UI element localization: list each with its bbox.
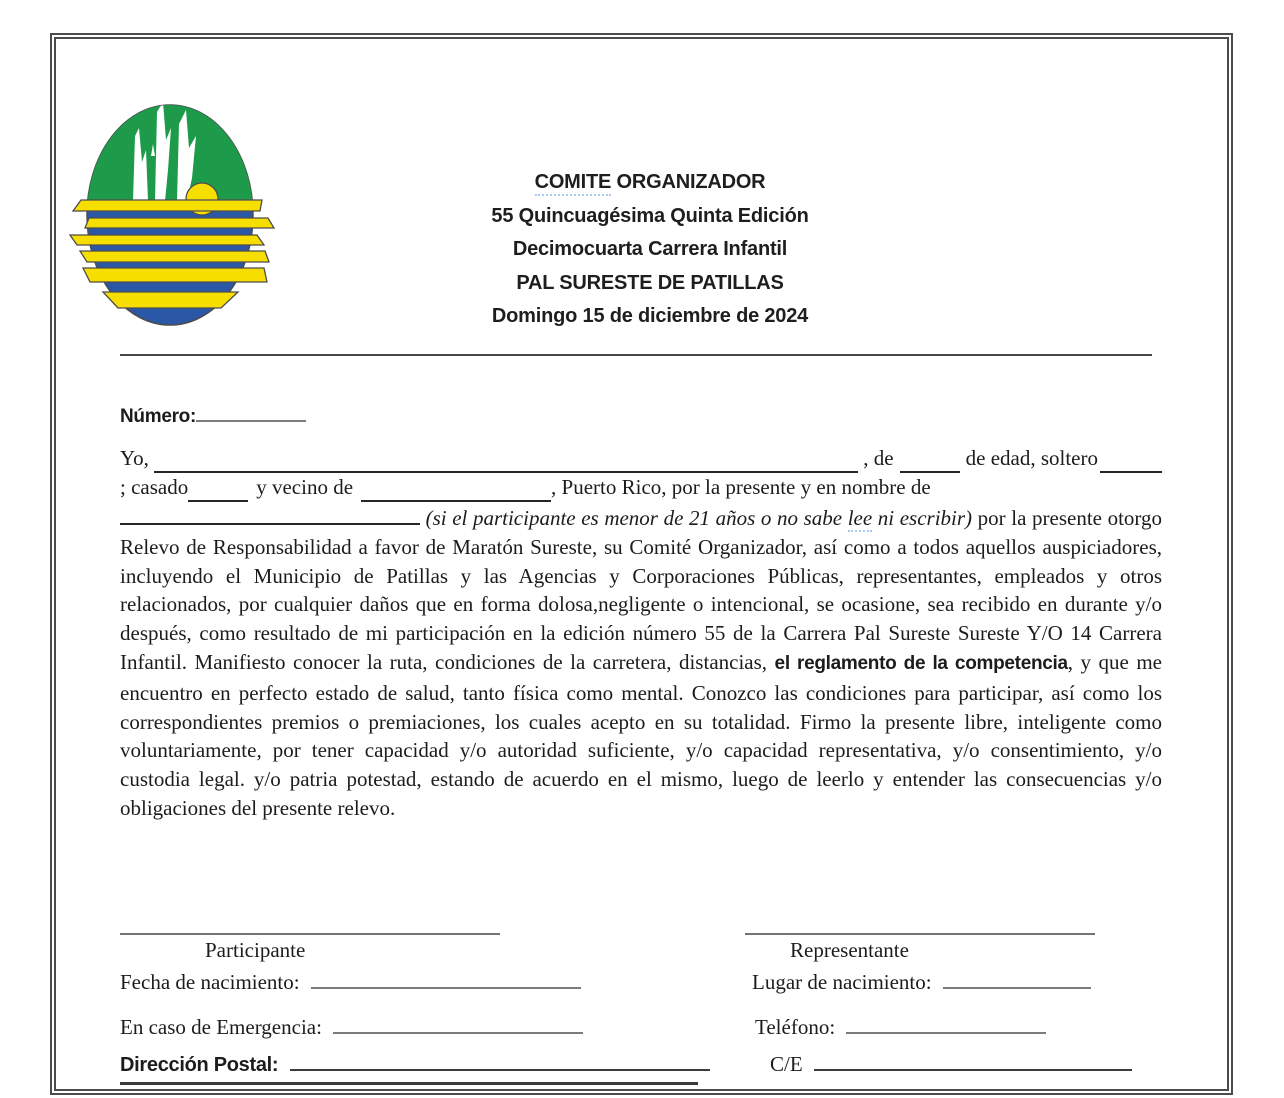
numero-blank-field[interactable] [196,401,306,422]
single-blank-field[interactable] [1100,450,1162,473]
form-line-2 [120,473,1162,502]
header-divider [120,354,1152,356]
minor-note-b: lee [847,506,873,530]
line1-pre: Yo, [120,446,149,470]
header-title [340,166,960,200]
line1-mid2: de edad, soltero [965,446,1098,470]
participant-label: Participante [205,938,306,962]
residence-blank-field[interactable] [361,479,551,502]
numero-label: Número: [120,406,197,427]
header-title-word1: COMITE [535,171,612,196]
minor-note-a: (si el participante es menor de 21 años o no sabe [425,506,848,530]
minor-name-blank-field[interactable] [120,502,420,525]
logo-hill-shape [65,96,285,201]
birth-place-label: Lugar de nacimiento: [752,970,932,994]
form-line-1 [120,444,1162,473]
release-text-bold: el reglamento de la competencia [774,652,1068,674]
header-edition: 55 Quincuagésima Quinta Edición [491,204,809,227]
line2-pre: ; casado [120,475,189,499]
age-blank-field[interactable] [900,450,960,473]
minor-note-c: ni escribir) [872,506,973,530]
header-title-word2: ORGANIZADOR [611,171,766,193]
phone-label: Teléfono: [755,1015,836,1039]
birth-place-blank-field[interactable] [943,966,1091,989]
ce-row [770,1048,1132,1077]
release-text-part2: , y que me encuentro en perfecto estado de salud, tanto física como mental. Conozco las condiciones para participar, así como los correspondientes premios o premiaciones, los cuales acepto en su totalidad. Firmo la presente libre, inteligente como voluntariamente, por tener capacidad y/o autoridad suficiente, y/o capacidad representativa, y/o consentimiento, y/o custodia legal. y/o patria potestad, estando de acuerdo en el mismo, luego de leerlo y entender las consecuencias y/o obligaciones del presente relevo. [120,649,1162,820]
name-blank-field[interactable] [154,450,858,473]
birth-place-row [752,966,1091,995]
release-text-part1: por la presente otorgo Relevo de Responsabilidad a favor de Maratón Sureste, su Comité Organizador, así como a todos aquellos auspiciadores, incluyendo el Municipio de Patillas y las Agencias y Corporaciones Públicas, representantes, empleados y otros relacionados, por cualquier daños que en forma dolosa,negligente o intencional, se ocasione, sea recibido en durante y/o después, como resultado de mi participación en la edición número 55 de la Carrera Pal Sureste Sureste Y/O 14 Carrera Infantil. Manifiesto conocer la ruta, condiciones de la carretera, distancias, [120,506,1163,674]
line2-post: , Puerto Rico, por la presente y en nombre de [551,475,931,499]
emergency-blank-field[interactable] [333,1011,583,1034]
postal-row [120,1048,710,1077]
postal-blank-field[interactable] [290,1048,710,1071]
event-header [340,166,960,334]
numero-row [120,401,306,428]
representative-signature-line[interactable] [745,933,1095,935]
emergency-label: En caso de Emergencia: [120,1015,322,1039]
emergency-row [120,1011,583,1040]
participant-signature-line[interactable] [120,933,500,935]
line1-mid1: , de [863,446,894,470]
release-paragraph [120,502,1162,823]
postal-blank-field-line2[interactable] [120,1082,698,1085]
ce-blank-field[interactable] [814,1048,1132,1071]
birth-date-row [120,966,581,995]
representative-label: Representante [790,938,909,962]
postal-label: Dirección Postal: [120,1054,279,1076]
header-location: PAL SURESTE DE PATILLAS [516,271,784,294]
header-date: Domingo 15 de diciembre de 2024 [491,305,809,327]
married-blank-field[interactable] [188,479,248,502]
ce-label: C/E [770,1052,803,1076]
phone-blank-field[interactable] [846,1011,1046,1034]
maraton-sureste-logo [65,96,285,333]
line2-mid: y vecino de [256,475,354,499]
birth-date-blank-field[interactable] [311,966,581,989]
phone-row [755,1011,1046,1040]
header-race: Decimocuarta Carrera Infantil [512,238,788,260]
birth-date-label: Fecha de nacimiento: [120,970,300,994]
